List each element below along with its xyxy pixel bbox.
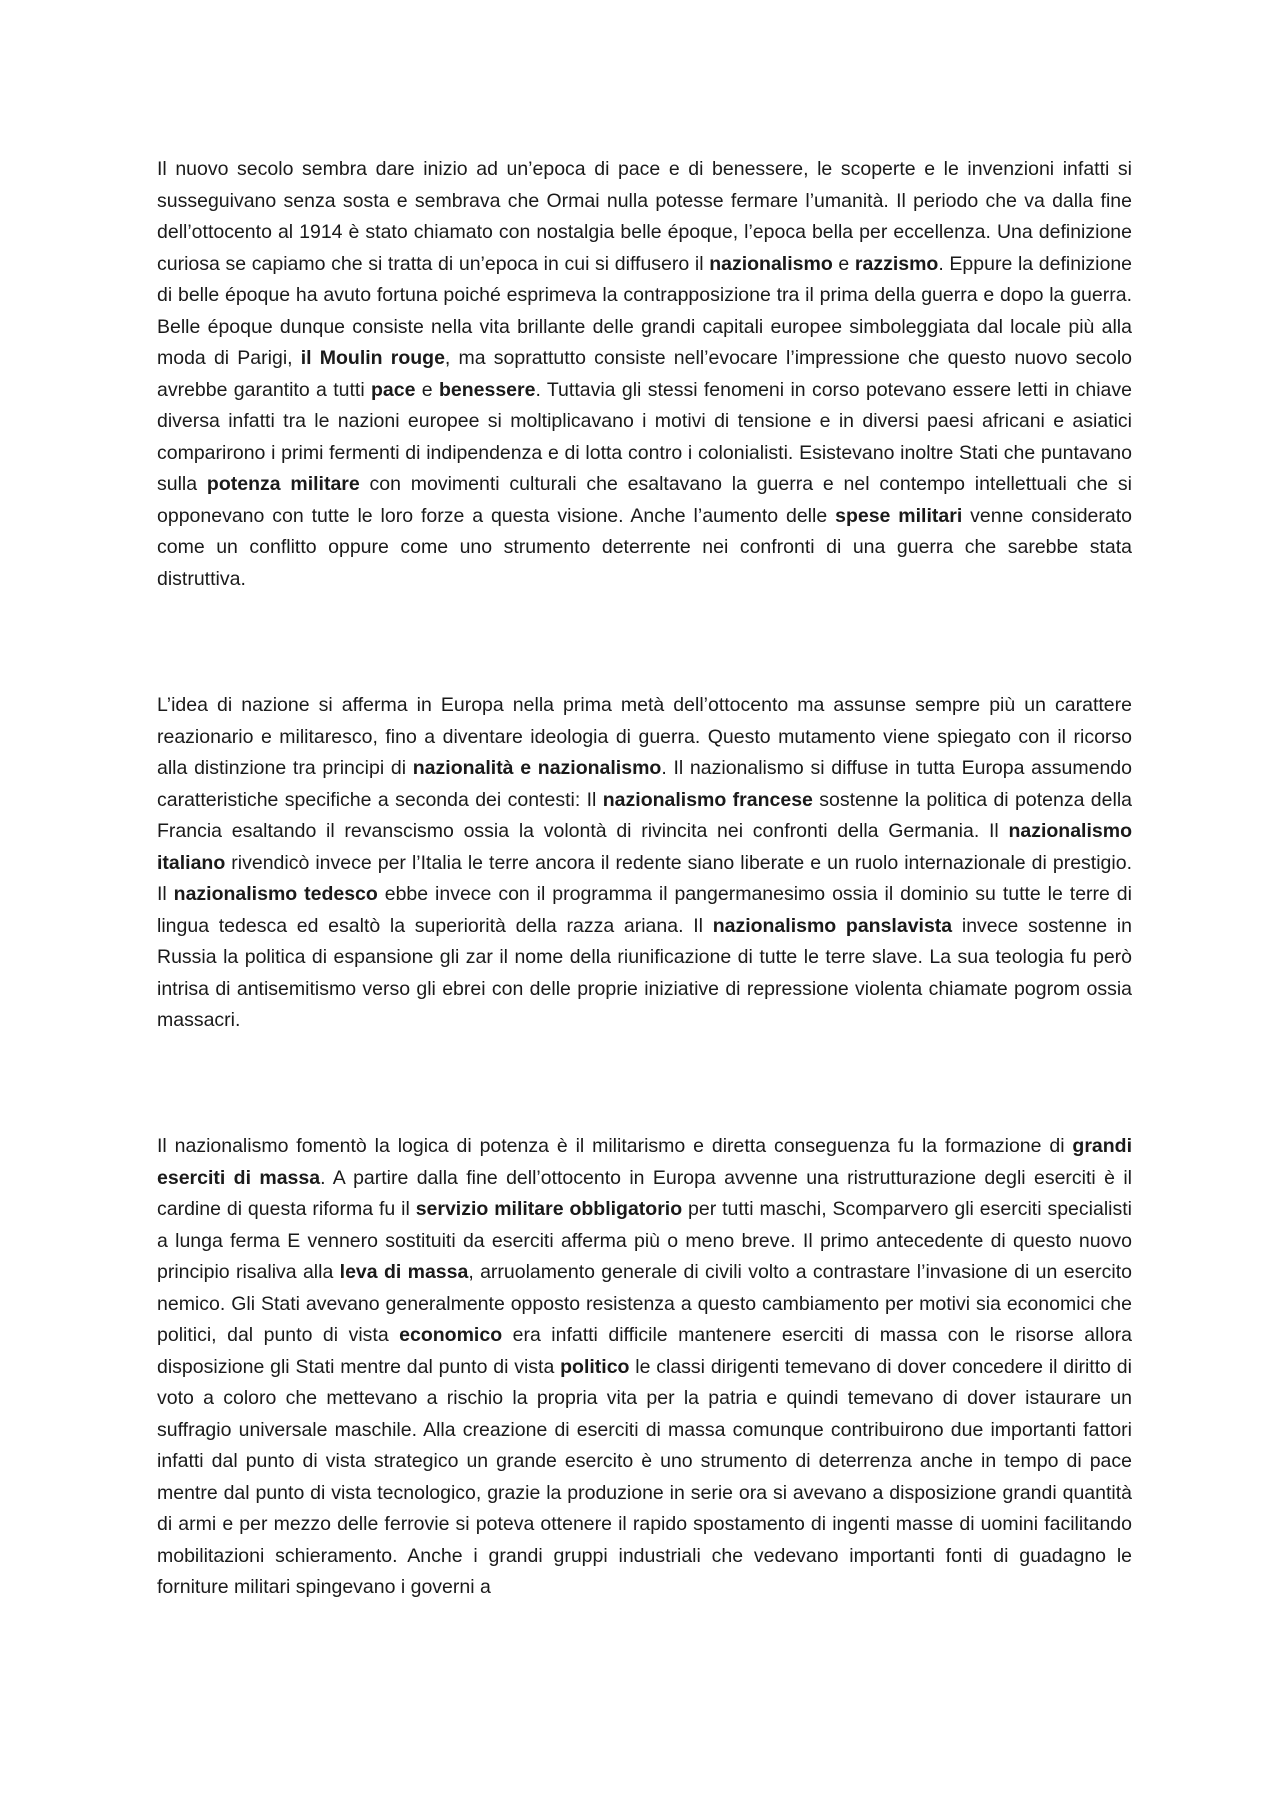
text-run: sostenne la politica di potenza della Francia esaltando il revanscismo ossia la volontà di rivincita nei confronti della Germania. Il xyxy=(157,788,1133,842)
text-run: per tutti maschi, Scomparvero gli eserciti specialisti a lunga ferma E vennero sostituiti da eserciti afferma più o meno breve. Il primo antecedente di questo nuovo principio risaliva alla xyxy=(157,1198,1132,1283)
text-run: , arruolamento generale di civili volto a contrastare l’invasione di un esercito nemico. Gli Stati avevano generalmente opposto resistenza a questo cambiamento per motivi sia economici che politici, dal punto di vista xyxy=(157,1261,1132,1346)
bold-term: grandi eserciti di massa xyxy=(157,1135,1132,1189)
text-run: era infatti difficile mantenere eserciti di massa con le risorse allora disposizione gli Stati mentre dal punto di vista xyxy=(157,1324,1132,1378)
text-run: L’idea di nazione si afferma in Europa nella prima metà dell’ottocento ma assunse sempre più un carattere reazionario e militaresco, fino a diventare ideologia di guerra. Questo mutamento viene spiegato con il ricorso alla distinzione tra principi di xyxy=(157,694,1132,779)
bold-term: razzismo xyxy=(854,252,939,275)
text-run: e xyxy=(415,378,439,401)
bold-term: nazionalismo francese xyxy=(602,788,813,811)
text-run: con movimenti culturali che esaltavano la guerra e nel contempo intellettuali che si opponevano con tutte le loro forze a questa visione. Anche l’aumento delle xyxy=(157,473,1132,527)
bold-term: spese militari xyxy=(835,504,963,527)
bold-term: pace xyxy=(371,378,416,401)
bold-term: politico xyxy=(560,1355,630,1378)
bold-term: leva di massa xyxy=(339,1261,469,1283)
bold-term: economico xyxy=(399,1324,503,1346)
text-run: . A partire dalla fine dell’ottocento in Europa avvenne una ristrutturazione degli eserciti è il cardine di questa riforma fu il xyxy=(157,1166,1132,1220)
bold-term: nazionalismo tedesco xyxy=(173,883,378,905)
text-run: . Eppure la definizione di belle époque ha avuto fortuna poiché esprimeva la contrapposizione tra il prima della guerra e dopo la guerra. Belle époque dunque consiste nella vita brillante delle grandi capitali europee simboleggiata dal locale più alla moda di Parigi, xyxy=(157,252,1133,369)
bold-term: nazionalismo italiano xyxy=(157,820,1132,874)
text-run: ebbe invece con il programma il pangermanesimo ossia il dominio su tutte le terre di lingua tedesca ed esaltò la superiorità della razza ariana. Il xyxy=(157,883,1132,937)
bold-term: nazionalismo panslavista xyxy=(712,914,953,937)
bold-term: potenza militare xyxy=(206,473,360,495)
bold-term: servizio militare obbligatorio xyxy=(415,1198,683,1220)
paragraph-belle-epoque xyxy=(157,154,1132,595)
text-run: , ma soprattutto consiste nell’evocare l’impressione che questo nuovo secolo avrebbe garantito a tutti xyxy=(157,347,1132,401)
bold-term: il Moulin rouge xyxy=(300,347,445,369)
text-run: . Tuttavia gli stessi fenomeni in corso potevano essere letti in chiave diversa infatti tra le nazioni europee si moltiplicavano i motivi di tensione e in diversi paesi africani e asiatici comparirono i primi fermenti di indipendenza e di lotta contro i colonialisti. Esistevano inoltre Stati che puntavano sulla xyxy=(157,378,1132,495)
bold-term: nazionalismo xyxy=(709,252,833,275)
text-run: venne considerato come un conflitto oppure come uno strumento deterrente nei confronti di una guerra che sarebbe stata distruttiva. xyxy=(157,504,1132,590)
paragraph-eserciti-di-massa xyxy=(157,1131,1132,1604)
paragraph-nazionalismo xyxy=(157,690,1132,1037)
bold-term: benessere xyxy=(438,378,536,401)
text-run: Il nuovo secolo sembra dare inizio ad un’epoca di pace e di benessere, le scoperte e le invenzioni infatti si susseguivano senza sosta e sembrava che Ormai nulla potesse fermare l’umanità. Il periodo che va dalla fine dell’ottocento al 1914 è stato chiamato con nostalgia belle époque, l’epoca bella per eccellenza. Una definizione curiosa se capiamo che si tratta di un’epoca in cui si diffusero il xyxy=(157,158,1132,275)
text-run: rivendicò invece per l’Italia le terre ancora il redente siano liberate e un ruolo internazionale di prestigio. Il xyxy=(157,851,1132,905)
text-run: le classi dirigenti temevano di dover concedere il diritto di voto a coloro che mettevano a rischio la propria vita per la patria e quindi temevano di dover istaurare un suffragio universale maschile. Alla creazione di eserciti di massa comunque contribuirono due importanti fattori infatti dal punto di vista strategico un grande esercito è uno strumento di deterrenza anche in tempo di pace mentre dal punto di vista tecnologico, grazie la produzione in serie ora si avevano a disposizione grandi quantità di armi e per mezzo delle ferrovie si poteva ottenere il rapido spostamento di ingenti masse di uomini facilitando mobilitazioni schieramento. Anche i grandi gruppi industriali che vedevano importanti fonti di guadagno le forniture militari spingevano i governi a xyxy=(157,1355,1132,1598)
bold-term: nazionalità e nazionalismo xyxy=(412,757,662,779)
text-run: e xyxy=(832,252,855,275)
text-run: invece sostenne in Russia la politica di espansione gli zar il nome della riunificazione di tutte le terre slave. La sua teologia fu però intrisa di antisemitismo verso gli ebrei con delle proprie iniziative di repressione violenta chiamate pogrom ossia massacri. xyxy=(157,914,1132,1031)
text-run: Il nazionalismo fomentò la logica di potenza è il militarismo e diretta conseguenza fu la formazione di xyxy=(157,1135,1073,1157)
text-run: . Il nazionalismo si diffuse in tutta Europa assumendo caratteristiche specifiche a seconda dei contesti: Il xyxy=(157,757,1132,811)
